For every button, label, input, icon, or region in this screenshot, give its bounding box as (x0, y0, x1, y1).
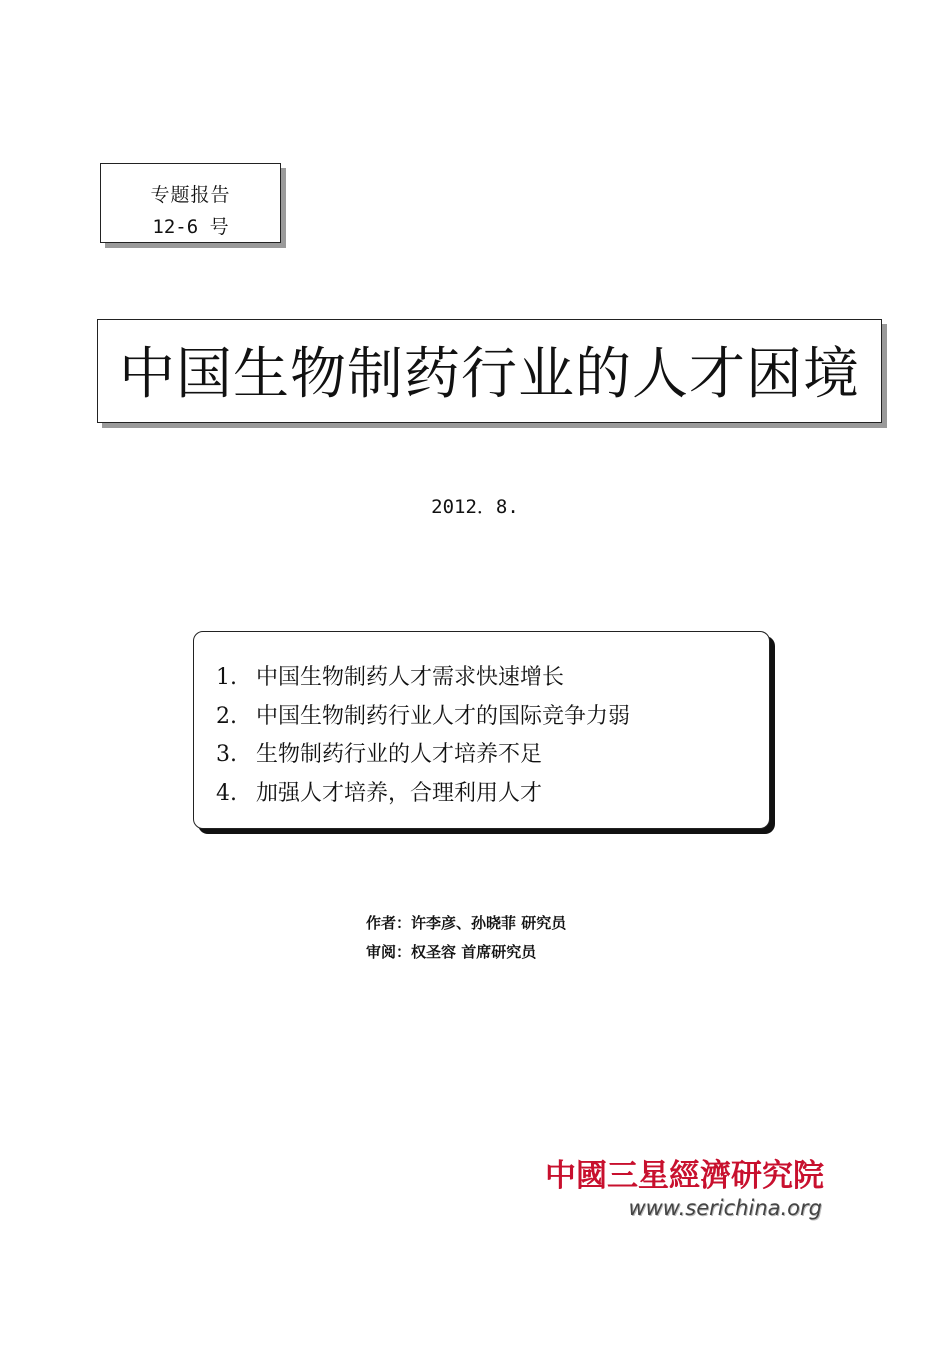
toc-item-text: 生物制药行业的人才培养不足 (256, 742, 543, 767)
toc-item-number: 2. (216, 703, 237, 729)
toc-item-1 (216, 659, 630, 698)
institute-url: www.serichina.org (628, 1196, 822, 1220)
institute-logo (545, 1150, 824, 1230)
toc-item-3 (216, 736, 630, 775)
toc-item-text: 中国生物制药人才需求快速增长 (256, 665, 565, 690)
toc-item-number: 4. (216, 780, 237, 806)
report-date: 2012．8. (431, 496, 519, 518)
toc-item-text: 中国生物制药行业人才的国际竞争力弱 (256, 703, 631, 729)
institute-name: 中國三星經濟研究院 (545, 1158, 824, 1194)
title-box (97, 319, 882, 423)
toc-item-number: 1. (216, 665, 237, 690)
report-number-label: 12-6 号 (152, 216, 229, 238)
toc-item-number: 3. (216, 742, 237, 767)
report-type-label: 专题报告 (150, 184, 231, 206)
author-info (366, 909, 566, 967)
toc-item-2 (216, 698, 630, 737)
table-of-contents (216, 659, 630, 813)
table-of-contents-box (193, 631, 770, 829)
page-title: 中国生物制药行业的人才困境 (119, 342, 860, 407)
reviewer-line: 审阅：权圣容 首席研究员 (366, 943, 537, 961)
toc-item-4 (216, 775, 630, 814)
author-line: 作者：许李彦、孙晓菲 研究员 (366, 914, 567, 932)
toc-item-text: 加强人才培养，合理利用人才 (256, 780, 543, 806)
report-tag-box (100, 163, 281, 243)
